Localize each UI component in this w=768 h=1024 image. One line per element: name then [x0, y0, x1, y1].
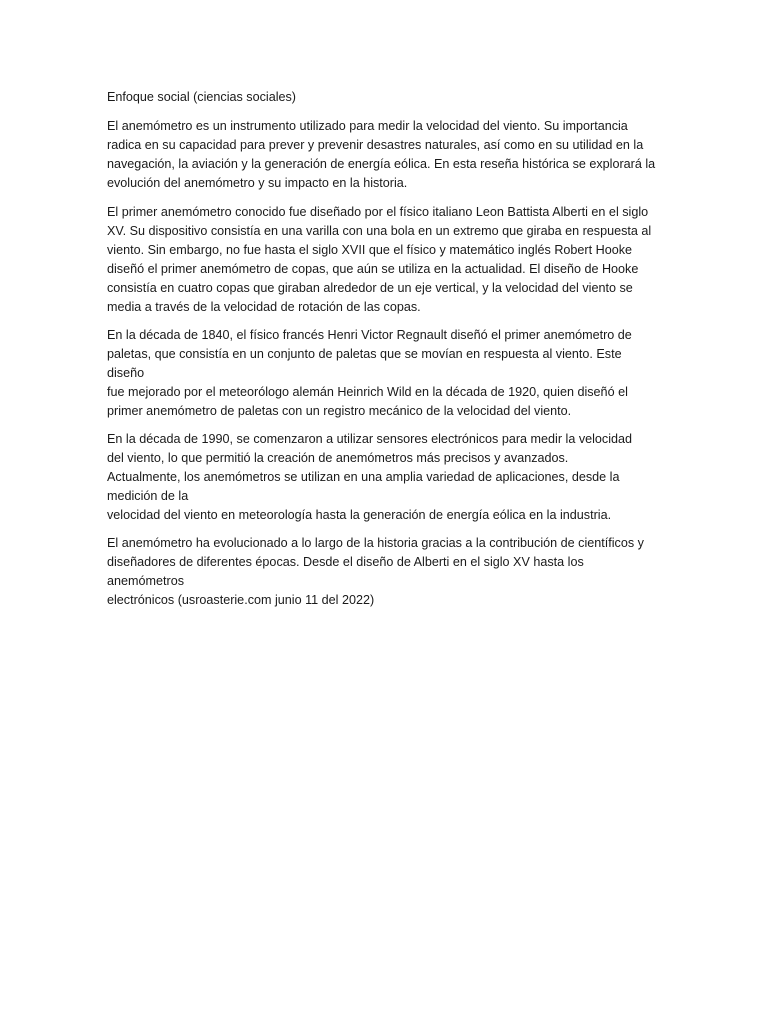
paragraph-conclusion [107, 534, 662, 610]
paragraph-alberti-hooke [107, 203, 662, 317]
text-line: fue mejorado por el meteorólogo alemán Heinrich Wild en la década de 1920, quien diseñó el [107, 385, 628, 399]
text-line: El anemómetro es un instrumento utilizado para medir la velocidad del viento. Su importancia [107, 119, 628, 133]
text-line: navegación, la aviación y la generación de energía eólica. En esta reseña histórica se explorará la [107, 157, 656, 171]
text-line: medición de la [107, 489, 189, 503]
text-line: XV. Su dispositivo consistía en una varilla con una bola en un extremo que giraba en respuesta al [107, 224, 652, 238]
text-line: El primer anemómetro conocido fue diseñado por el físico italiano Leon Battista Alberti en el siglo [107, 205, 649, 219]
text-line: media a través de la velocidad de rotación de las copas. [107, 300, 421, 314]
text-line: El anemómetro ha evolucionado a lo largo de la historia gracias a la contribución de científicos y [107, 536, 644, 550]
text-line: En la década de 1840, el físico francés Henri Victor Regnault diseñó el primer anemómetro de [107, 328, 632, 342]
text-line: consistía en cuatro copas que giraban alrededor de un eje vertical, y la velocidad del viento se [107, 281, 633, 295]
paragraph-introduction [107, 117, 662, 193]
text-line: diseñó el primer anemómetro de copas, que aún se utiliza en la actualidad. El diseño de Hooke [107, 262, 639, 276]
text-line: viento. Sin embargo, no fue hasta el siglo XVII que el físico y matemático inglés Robert Hooke [107, 243, 633, 257]
text-line: primer anemómetro de paletas con un registro mecánico de la velocidad del viento. [107, 404, 572, 418]
text-line: En la década de 1990, se comenzaron a utilizar sensores electrónicos para medir la velocidad [107, 432, 633, 446]
paragraph-electronic-sensors [107, 430, 662, 525]
text-line: diseñadores de diferentes épocas. Desde el diseño de Alberti en el siglo XV hasta los anemómetros [107, 555, 584, 588]
text-line: evolución del anemómetro y su impacto en la historia. [107, 176, 408, 190]
text-line: paletas, que consistía en un conjunto de paletas que se movían en respuesta al viento. Este diseño [107, 347, 622, 380]
text-line: radica en su capacidad para prever y prevenir desastres naturales, así como en su utilidad en la [107, 138, 644, 152]
document-heading: Enfoque social (ciencias sociales) [107, 90, 296, 104]
text-line: del viento, lo que permitió la creación de anemómetros más precisos y avanzados. [107, 451, 569, 465]
text-line: Actualmente, los anemómetros se utilizan en una amplia variedad de aplicaciones, desde la [107, 470, 620, 484]
text-line: electrónicos (usroasterie.com junio 11 del 2022) [107, 593, 375, 607]
text-line: velocidad del viento en meteorología hasta la generación de energía eólica en la industria. [107, 508, 612, 522]
paragraph-regnault-wild [107, 326, 662, 421]
document-body [107, 88, 662, 619]
